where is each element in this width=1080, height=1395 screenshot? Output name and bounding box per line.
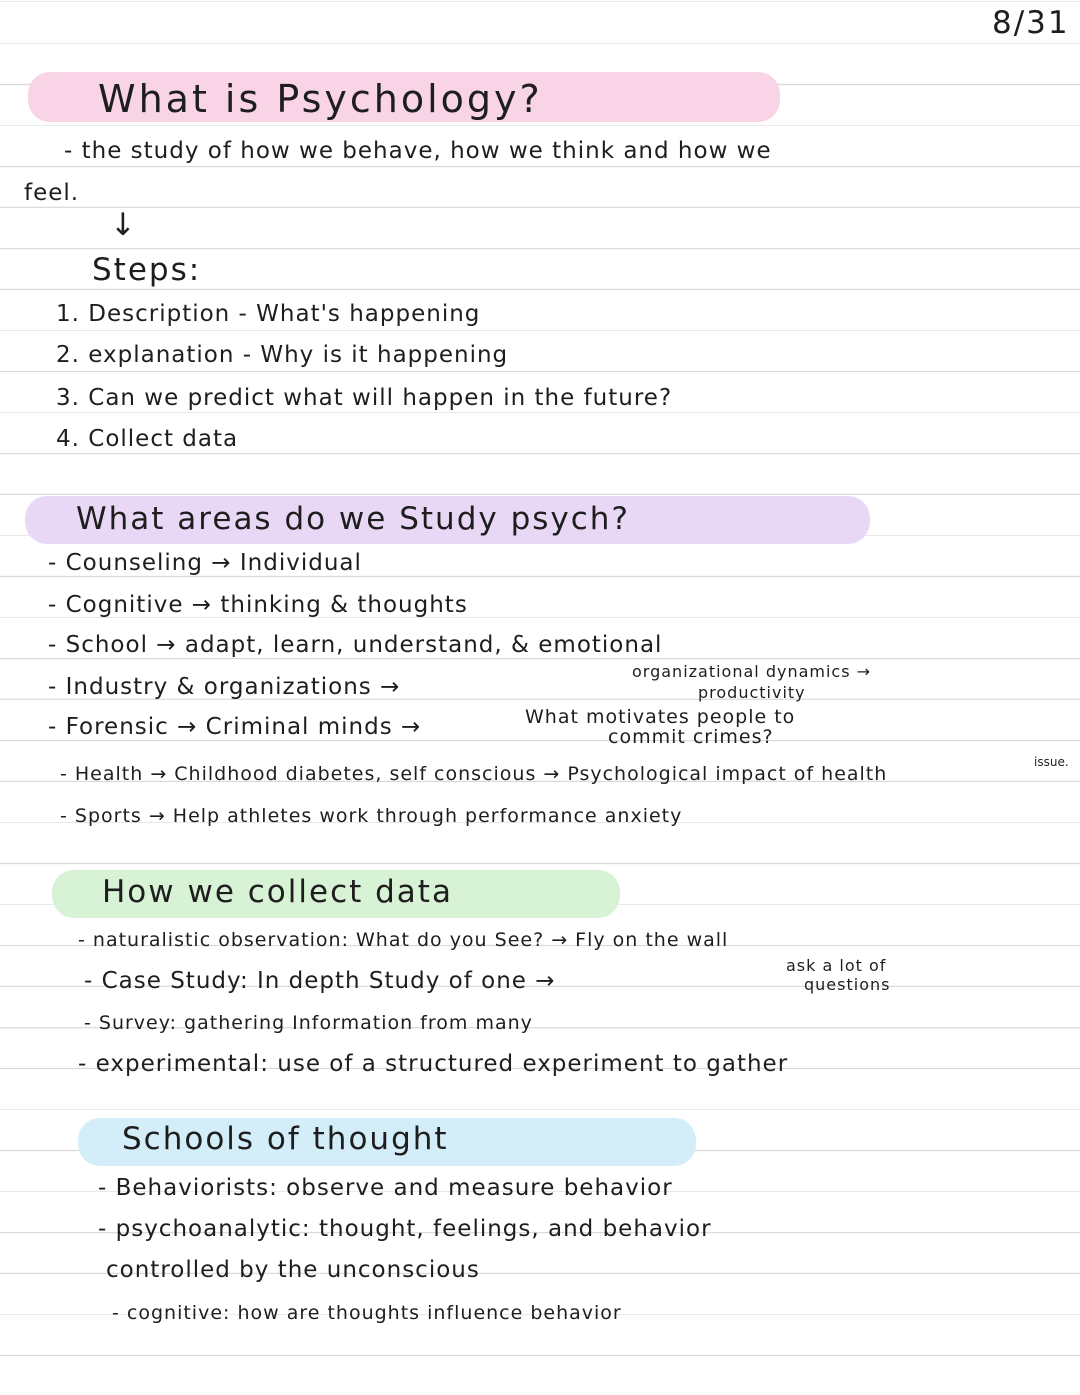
step-item: 1. Description - What's happening xyxy=(56,301,481,327)
productivity-note: productivity xyxy=(698,683,806,702)
step-item: 4. Collect data xyxy=(56,426,239,452)
health-note: issue. xyxy=(1034,755,1069,769)
area-item-counseling: - Counseling → Individual xyxy=(48,550,362,576)
section-title-what-is-psychology: What is Psychology? xyxy=(98,77,543,121)
area-item-school: - School → adapt, learn, understand, & emotional xyxy=(48,632,663,658)
section-title-collect-data: How we collect data xyxy=(102,874,453,910)
definition-line-2: feel. xyxy=(24,180,80,206)
step-item: 2. explanation - Why is it happening xyxy=(56,342,509,368)
area-item-health: - Health → Childhood diabetes, self conscious → Psychological impact of health xyxy=(60,763,888,785)
steps-heading: Steps: xyxy=(92,252,202,288)
school-item-behaviorists: - Behaviorists: observe and measure behavior xyxy=(98,1175,673,1201)
case-study-note-2: questions xyxy=(804,975,891,994)
school-item-psychoanalytic: - psychoanalytic: thought, feelings, and behavior xyxy=(98,1216,712,1242)
method-item-naturalistic: - naturalistic observation: What do you See? → Fly on the wall xyxy=(78,929,729,951)
area-item-forensic: - Forensic → Criminal minds → xyxy=(48,714,422,740)
area-item-sports: - Sports → Help athletes work through performance anxiety xyxy=(60,805,683,827)
forensic-note-2: commit crimes? xyxy=(608,726,774,748)
area-item-industry: - Industry & organizations → xyxy=(48,674,401,700)
step-item: 3. Can we predict what will happen in the future? xyxy=(56,385,673,411)
down-arrow-icon: ↓ xyxy=(110,207,138,243)
definition-line-1: - the study of how we behave, how we think and how we xyxy=(64,138,772,164)
area-item-cognitive: - Cognitive → thinking & thoughts xyxy=(48,592,468,618)
organizational-note: organizational dynamics → xyxy=(632,662,872,681)
school-item-psychoanalytic-cont: controlled by the unconscious xyxy=(106,1257,480,1283)
method-item-survey: - Survey: gathering Information from many xyxy=(84,1012,533,1034)
section-title-schools-of-thought: Schools of thought xyxy=(122,1121,449,1157)
school-item-cognitive: - cognitive: how are thoughts influence behavior xyxy=(112,1302,622,1324)
forensic-note-1: What motivates people to xyxy=(525,706,796,728)
section-title-areas: What areas do we Study psych? xyxy=(76,501,630,537)
case-study-note-1: ask a lot of xyxy=(786,956,887,975)
method-item-case-study: - Case Study: In depth Study of one → xyxy=(84,968,556,994)
page-date: 8/31 xyxy=(992,5,1070,41)
method-item-experimental: - experimental: use of a structured experiment to gather xyxy=(78,1051,789,1077)
